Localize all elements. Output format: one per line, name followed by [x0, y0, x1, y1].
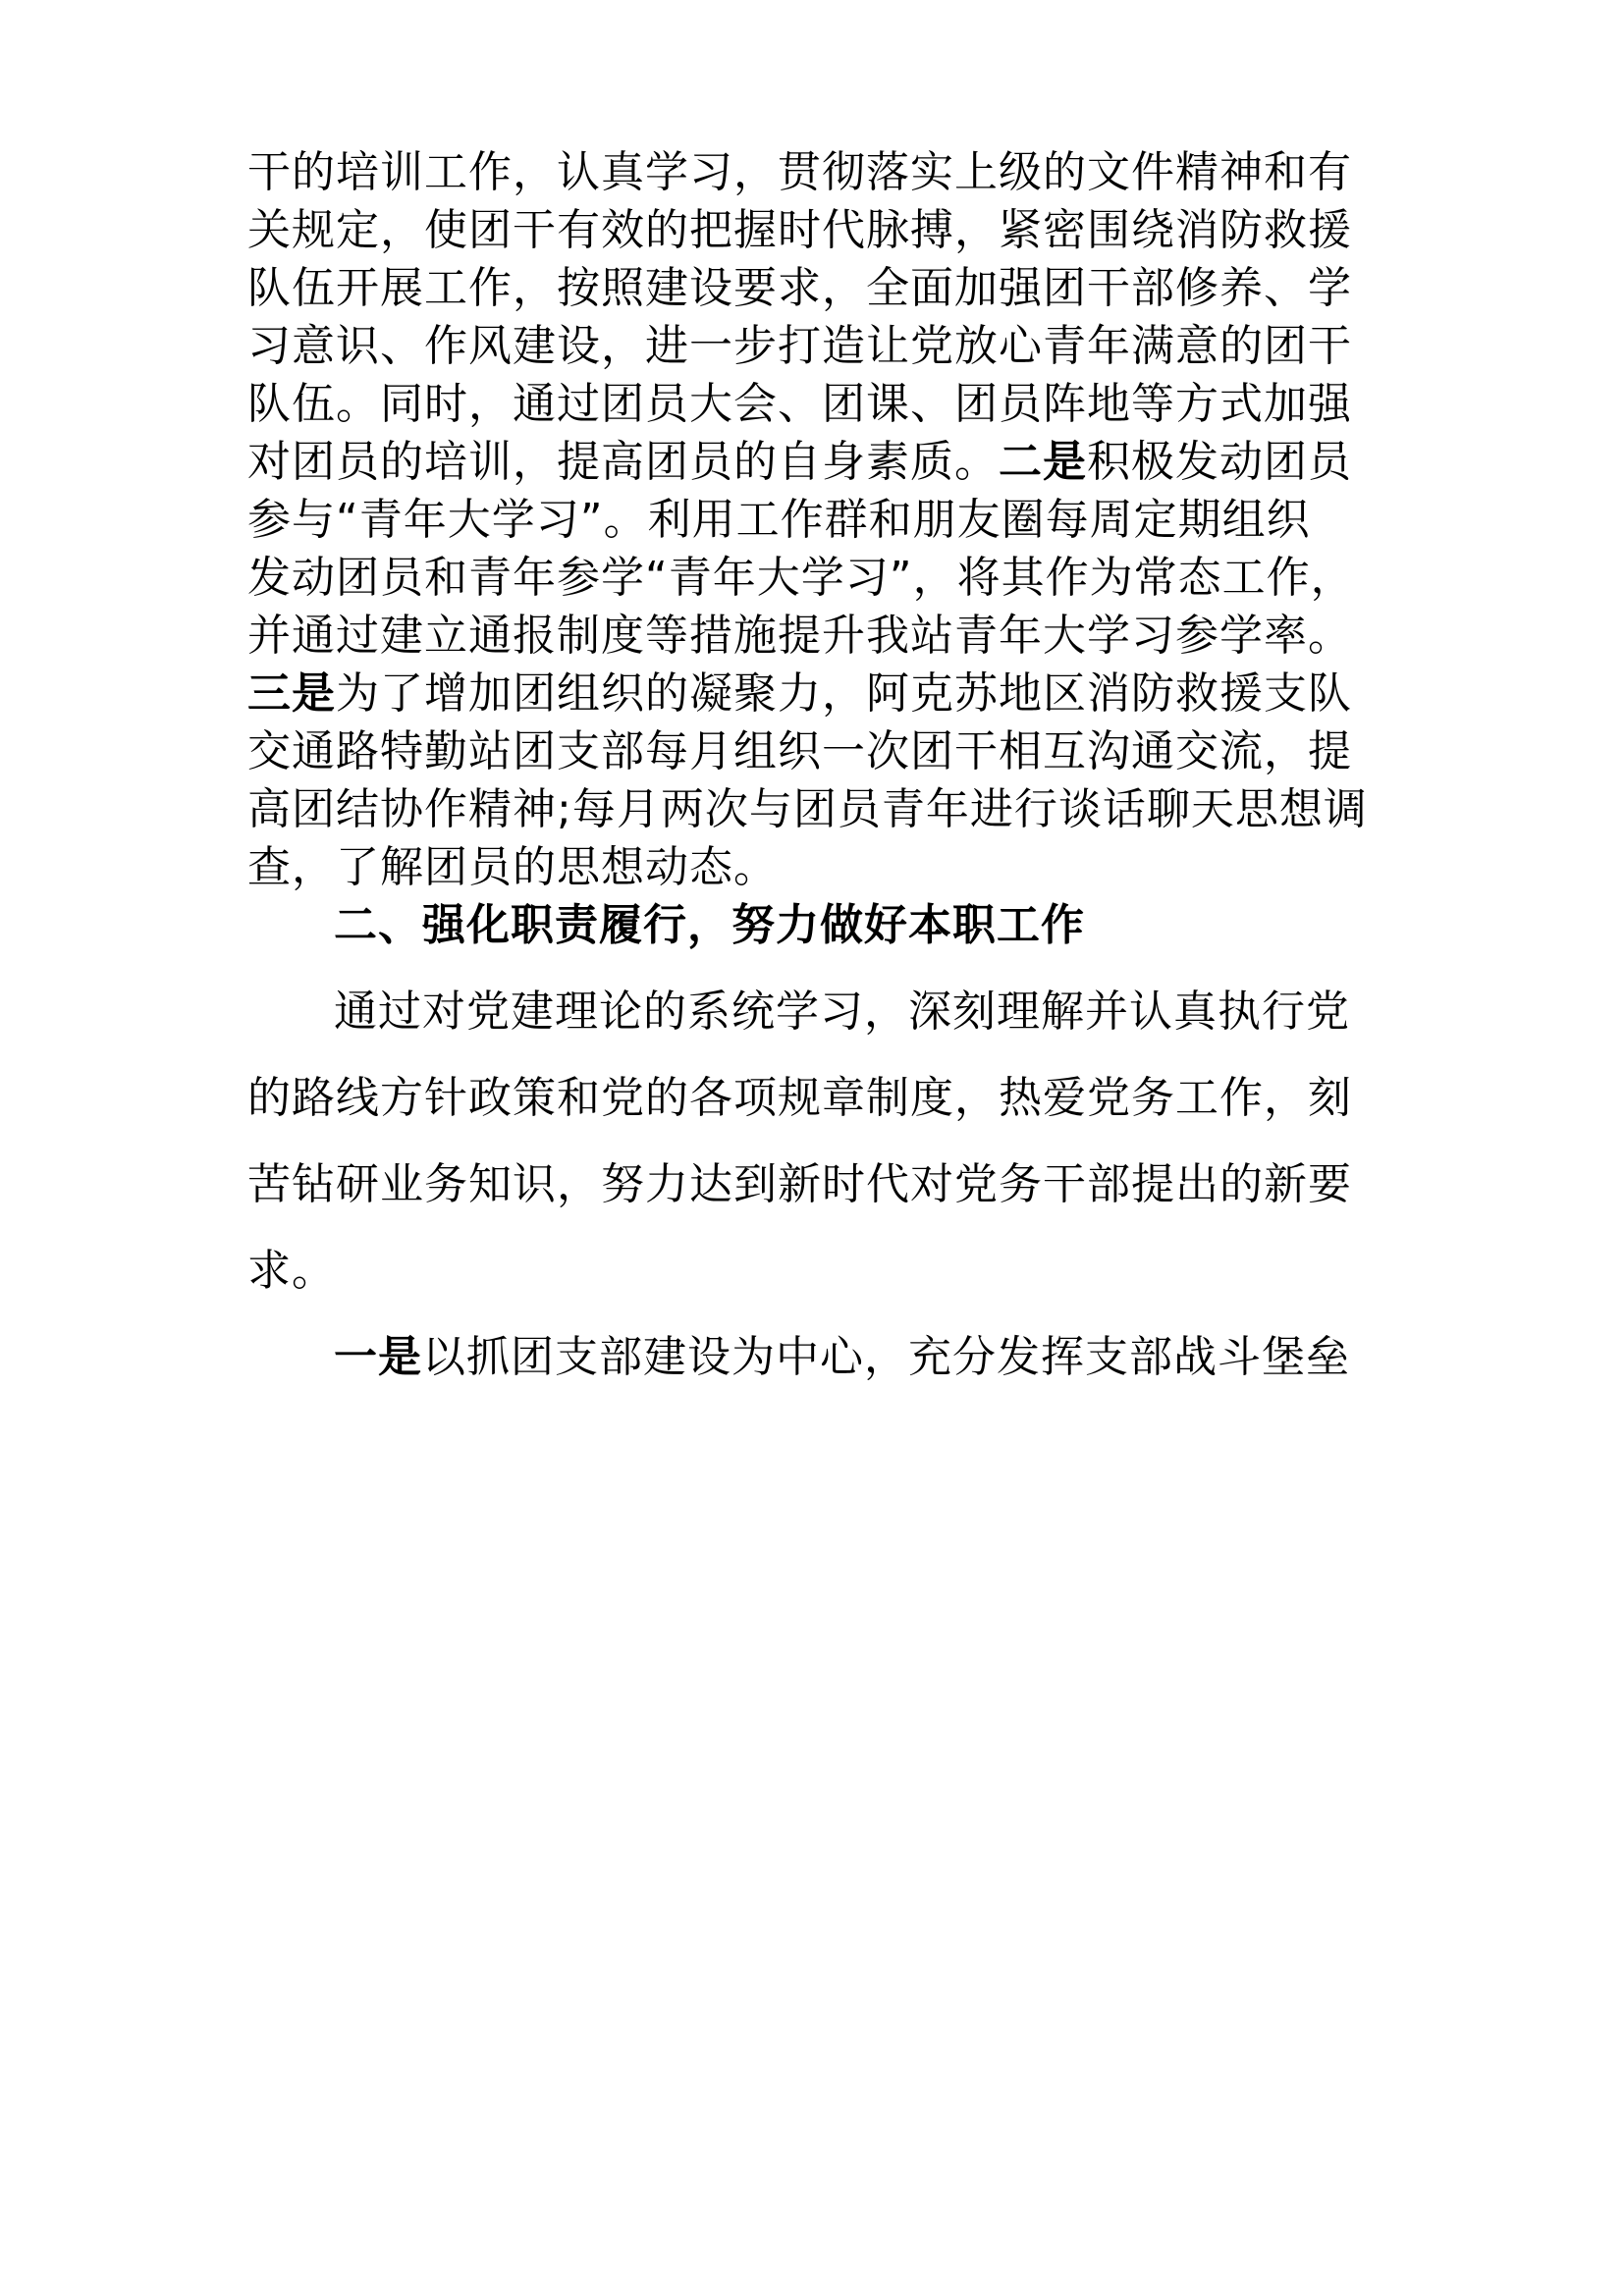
text-line: 发动团员和青年参学“青年大学习”，将其作为常态工作，	[247, 553, 1355, 603]
text-line: 队伍开展工作，按照建设要求，全面加强团干部修养、学	[247, 263, 1352, 313]
text-line: 干的培训工作，认真学习，贯彻落实上级的文件精神和有	[247, 147, 1352, 197]
bold-marker: 一是	[334, 1332, 422, 1382]
text-line	[334, 1328, 1350, 1387]
text-line: 并通过建立通报制度等措施提升我站青年大学习参学率。	[247, 611, 1352, 661]
text-line: 参与“青年大学习”。利用工作群和朋友圈每周定期组织	[247, 495, 1311, 545]
text-line: 查，了解团员的思想动态。	[247, 842, 778, 892]
text-line: 习意识、作风建设，进一步打造让党放心青年满意的团干	[247, 321, 1352, 371]
bold-marker: 三是	[247, 668, 336, 719]
bold-marker: 二是	[999, 437, 1087, 487]
text-span: 为了增加团组织的凝聚力，阿克苏地区消防救援支队	[336, 668, 1352, 719]
text-line: 交通路特勤站团支部每月组织一次团干相互沟通交流，提	[247, 726, 1352, 776]
text-line: 高团结协作精神;每月两次与团员青年进行谈话聊天思想调	[247, 784, 1368, 834]
text-line: 苦钻研业务知识，努力达到新时代对党务干部提出的新要	[247, 1159, 1352, 1209]
text-line	[247, 433, 1352, 492]
text-line: 队伍。同时，通过团员大会、团课、团员阵地等方式加强	[247, 379, 1352, 429]
text-line: 求。	[247, 1246, 336, 1296]
text-span: 以抓团支部建设为中心，充分发挥支部战斗堡垒	[422, 1332, 1350, 1382]
text-span: 积极发动团员	[1087, 437, 1352, 487]
text-line: 关规定，使团干有效的把握时代脉搏，紧密围绕消防救援	[247, 205, 1352, 255]
section-heading: 二、强化职责履行，努力做好本职工作	[334, 900, 1085, 950]
text-line: 的路线方针政策和党的各项规章制度，热爱党务工作，刻	[247, 1073, 1352, 1123]
text-line: 通过对党建理论的系统学习，深刻理解并认真执行党	[334, 987, 1350, 1037]
text-span: 对团员的培训，提高团员的自身素质。	[247, 437, 999, 487]
text-line	[247, 665, 1352, 723]
